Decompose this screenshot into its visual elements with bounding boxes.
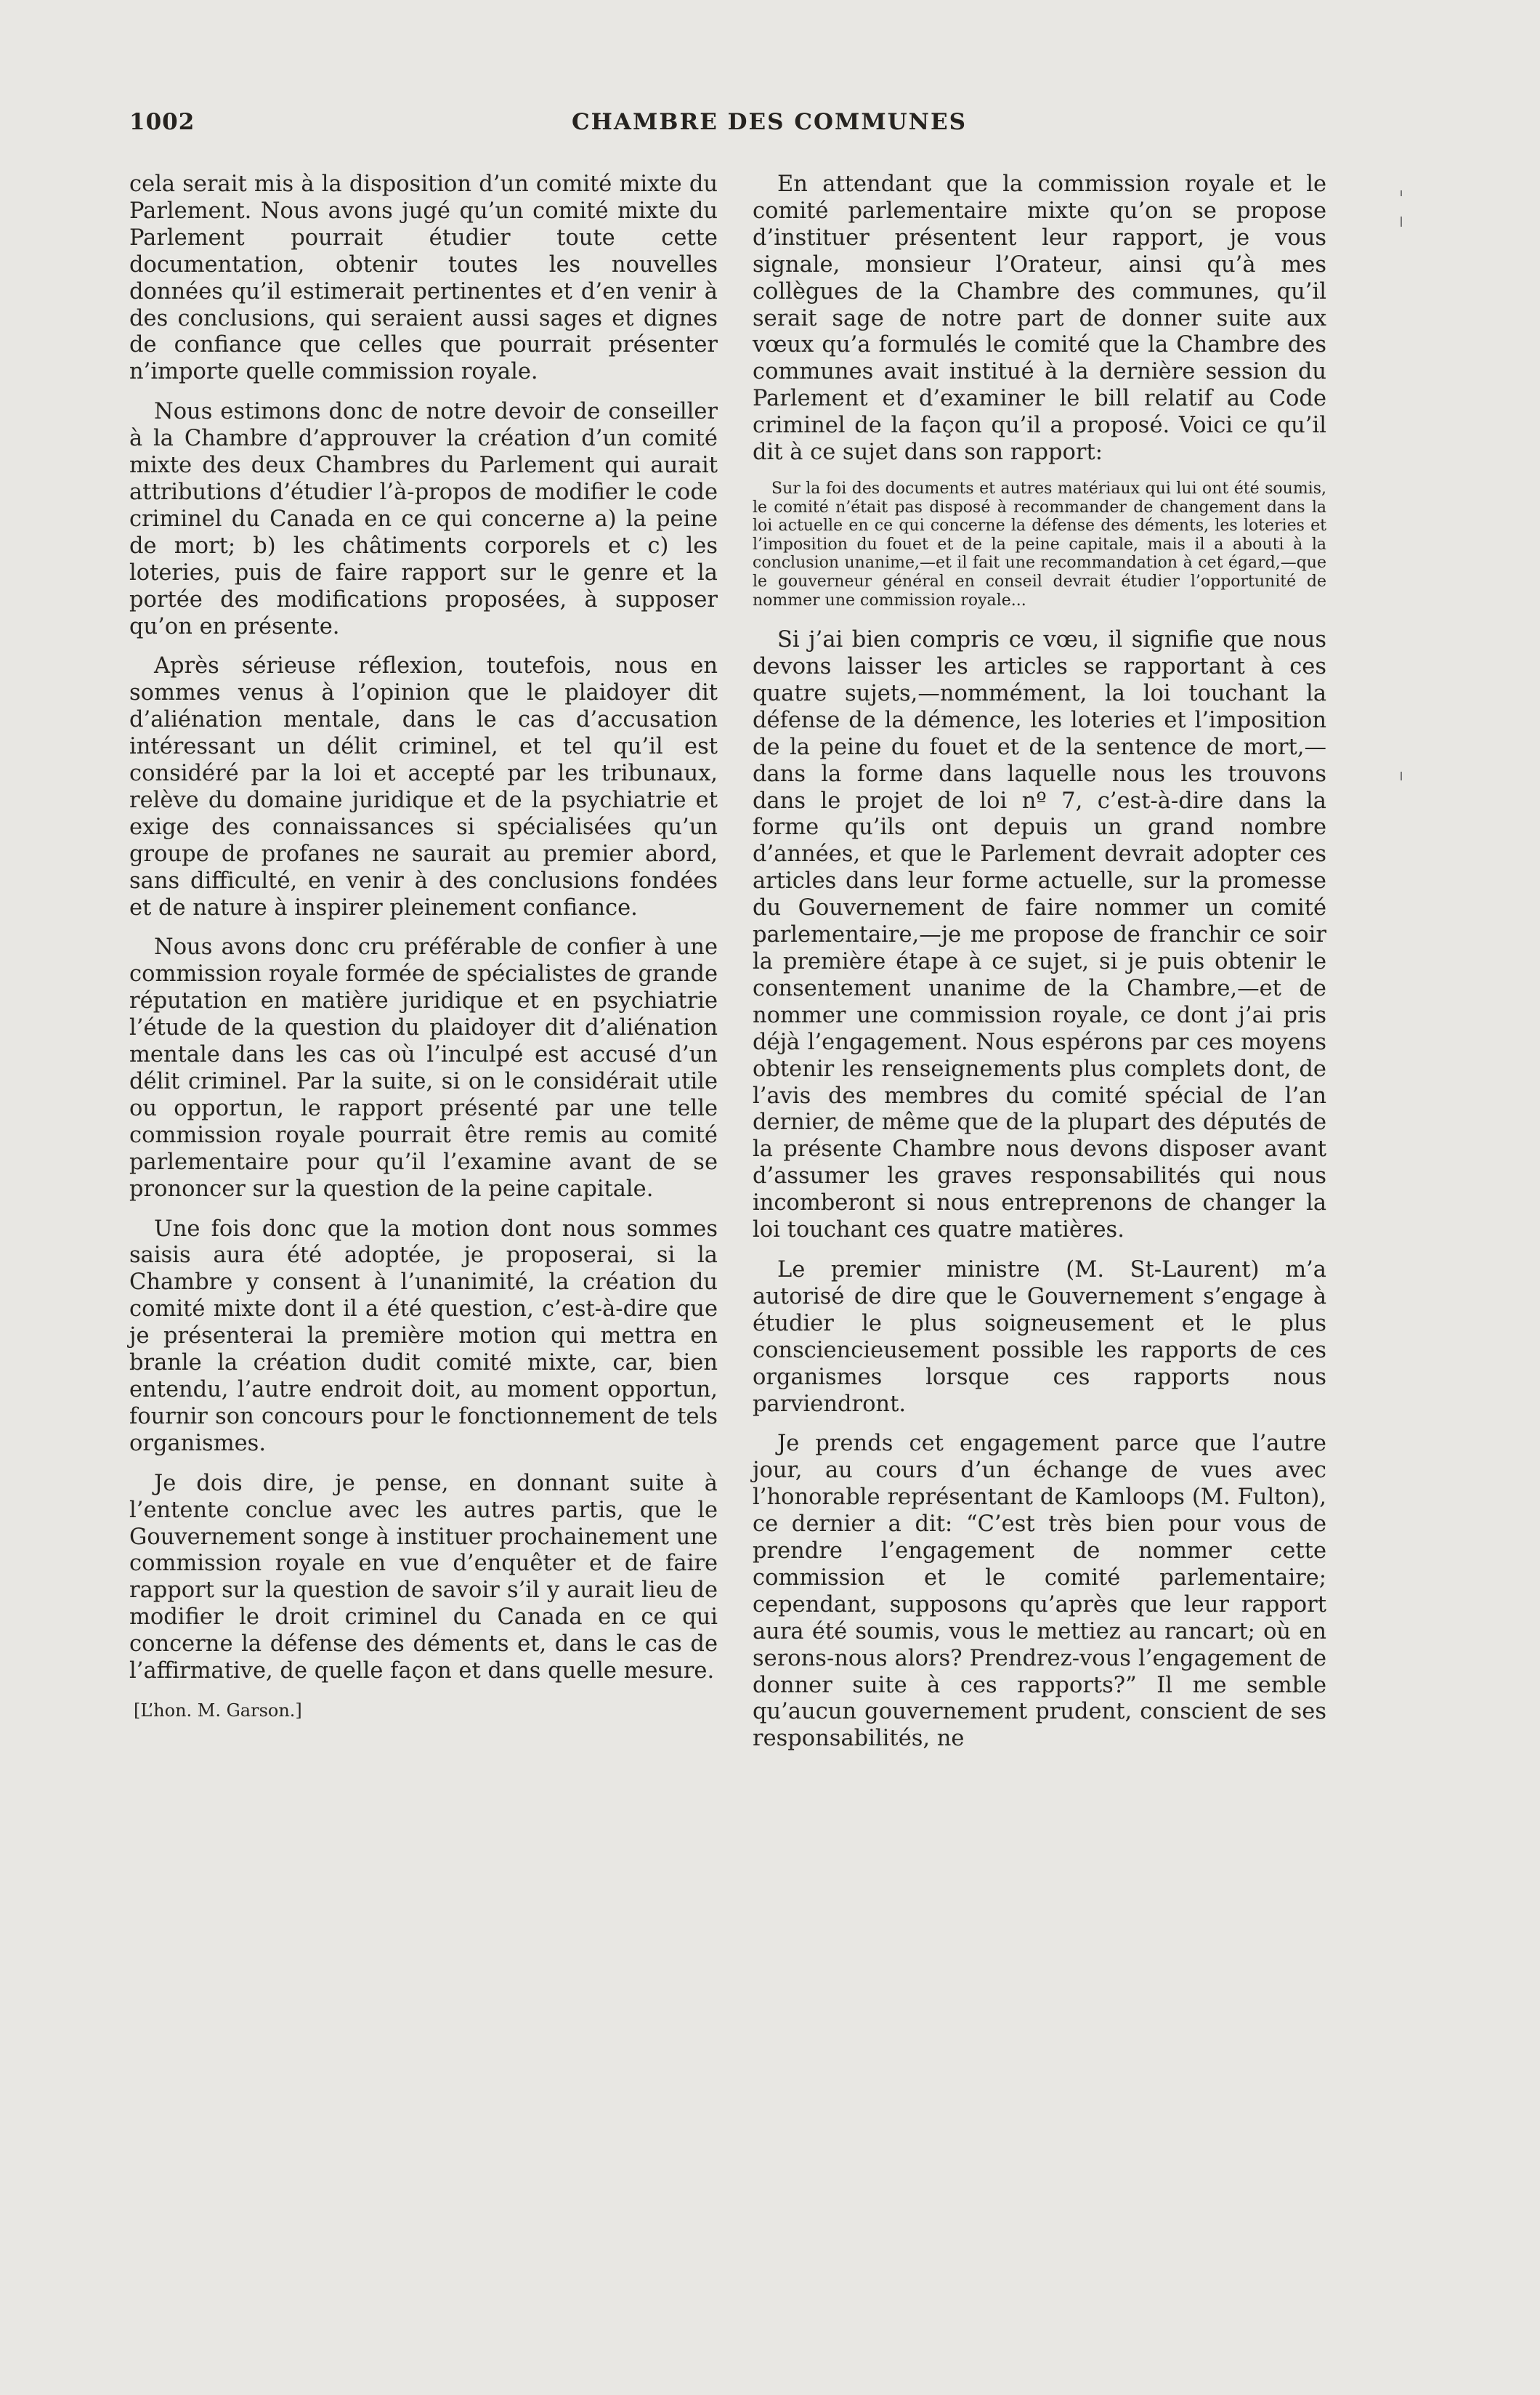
page-number: 1002 [129,109,195,135]
paragraph: cela serait mis à la disposition d’un comité mixte du Parlement. Nous avons jugé qu’un comité mixte du Parlement pourrait étudier toute cette documentation, obtenir toutes les nouvelles données qu’il estimerait pertinentes et d’en venir à des conclusions, qui seraient aussi sages et dignes de confiance que celles que pourrait présenter n’importe quelle commission royale. [129,171,718,385]
paragraph: Une fois donc que la motion dont nous sommes saisis aura été adoptée, je proposerai, si la Chambre y consent à l’unanimité, la création du comité mixte dont il a été question, c’est-à-dire que je présenterai la première motion qui mettra en branle la création dudit comité mixte, car, bien entendu, l’autre endroit doit, au moment opportun, fournir son concours pour le fonctionnement de tels organismes. [129,1216,718,1456]
speaker-footnote: [L’hon. M. Garson.] [134,1700,302,1721]
page-header [129,109,1409,145]
paragraph: Je dois dire, je pense, en donnant suite à l’entente conclue avec les autres partis, que le Gouvernement songe à instituer prochainement une commission royale en vue d’enquêter et de faire rapport sur la question de savoir s’il y aurait lieu de modifier le droit criminel du Canada en ce qui concerne la défense des déments et, dans le cas de l’affirmative, de quelle façon et dans quelle mesure. [129,1470,718,1684]
margin-mark [1401,217,1402,227]
right-column [753,171,1326,1766]
paragraph: Je prends cet engagement parce que l’autre jour, au cours d’un échange de vues avec l’honorable représentant de Kamloops (M. Fulton), ce dernier a dit: “C’est très bien pour vous de prendre l’engagement de nommer cette commission et le comité parlementaire; cependant, supposons qu’après que leur rapport aura été soumis, vous le mettiez au rancart; où en serons-nous alors? Prendrez-vous l’engagement de donner suite à ces rapports?” Il me semble qu’aucun gouvernement prudent, conscient de ses responsabilités, ne [753,1431,1326,1752]
margin-mark [1401,772,1402,780]
paragraph: Si j’ai bien compris ce vœu, il signifie que nous devons laisser les articles se rapportant à ces quatre sujets,—nommément, la loi touchant la défense de la démence, les loteries et l’imposition de la peine du fouet et de la sentence de mort,—dans la forme dans laquelle nous les trouvons dans le projet de loi nº 7, c’est-à-dire dans la forme qu’ils ont depuis un grand nombre d’années, et que le Parlement devrait adopter ces articles dans leur forme actuelle, sur la promesse du Gouvernement de faire nommer un comité parlementaire,—je me propose de franchir ce soir la première étape à ce sujet, si je puis obtenir le consentement unanime de la Chambre,—et de nommer une commission royale, ce dont j’ai pris déjà l’engagement. Nous espérons par ces moyens obtenir les renseignements plus complets dont, de l’avis des membres du comité spécial de l’an dernier, de même que de la plupart des députés de la présente Chambre nous devons disposer avant d’assumer les graves responsabilités qui nous incomberont si nous entreprenons de changer la loi touchant ces quatre matières. [753,627,1326,1243]
paragraph: Le premier ministre (M. St-Laurent) m’a autorisé de dire que le Gouvernement s’engage à étudier le plus soigneusement et le plus consciencieusement possible les rapports de ces organismes lorsque ces rapports nous parviendront. [753,1256,1326,1417]
paragraph: Nous avons donc cru préférable de confier à une commission royale formée de spécialistes de grande réputation en matière juridique et en psychiatrie l’étude de la question du plaidoyer dit d’aliénation mentale dans les cas où l’inculpé est accusé d’un délit criminel. Par la suite, si on le considérait utile ou opportun, le rapport présenté par une telle commission royale pourrait être remis au comité parlementaire pour qu’il l’examine avant de se prononcer sur la question de la peine capitale. [129,934,718,1202]
running-head: CHAMBRE DES COMMUNES [571,109,968,135]
paragraph: En attendant que la commission royale et le comité parlementaire mixte qu’on se propose d’instituer présentent leur rapport, je vous signale, monsieur l’Orateur, ainsi qu’à mes collègues de la Chambre des communes, qu’il serait sage de notre part de donner suite aux vœux qu’a formulés le comité que la Chambre des communes avait institué à la dernière session du Parlement et d’examiner le bill relatif au Code criminel de la façon qu’il a proposé. Voici ce qu’il dit à ce sujet dans son rapport: [753,171,1326,466]
paragraph: Nous estimons donc de notre devoir de conseiller à la Chambre d’approuver la création d’un comité mixte des deux Chambres du Parlement qui aurait attributions d’étudier l’à-propos de modifier le code criminel du Canada en ce qui concerne a) la peine de mort; b) les châtiments corporels et c) les loteries, puis de faire rapport sur le genre et la portée des modifications proposées, à supposer qu’on en présente. [129,399,718,639]
left-column [129,171,718,1721]
margin-mark [1401,190,1402,196]
paragraph: Après sérieuse réflexion, toutefois, nous en sommes venus à l’opinion que le plaidoyer dit d’aliénation mentale, dans le cas d’accusation intéressant un délit criminel, et tel qu’il est considéré par la loi et accepté par les tribunaux, relève du domaine juridique et de la psychiatrie et exige des connaissances si spécialisées qu’un groupe de profanes ne saurait au premier abord, sans difficulté, en venir à des conclusions fondées et de nature à inspirer pleinement confiance. [129,653,718,921]
block-quote: Sur la foi des documents et autres matériaux qui lui ont été soumis, le comité n’était pas disposé à recommander de changement dans la loi actuelle en ce qui concerne la défense des déments, les loteries et l’imposition du fouet et de la peine capitale, mais il a abouti à la conclusion unanime,—et il fait une recommandation à cet égard,—que le gouverneur général en conseil devrait étudier l’opportunité de nommer une commission royale... [753,479,1326,610]
